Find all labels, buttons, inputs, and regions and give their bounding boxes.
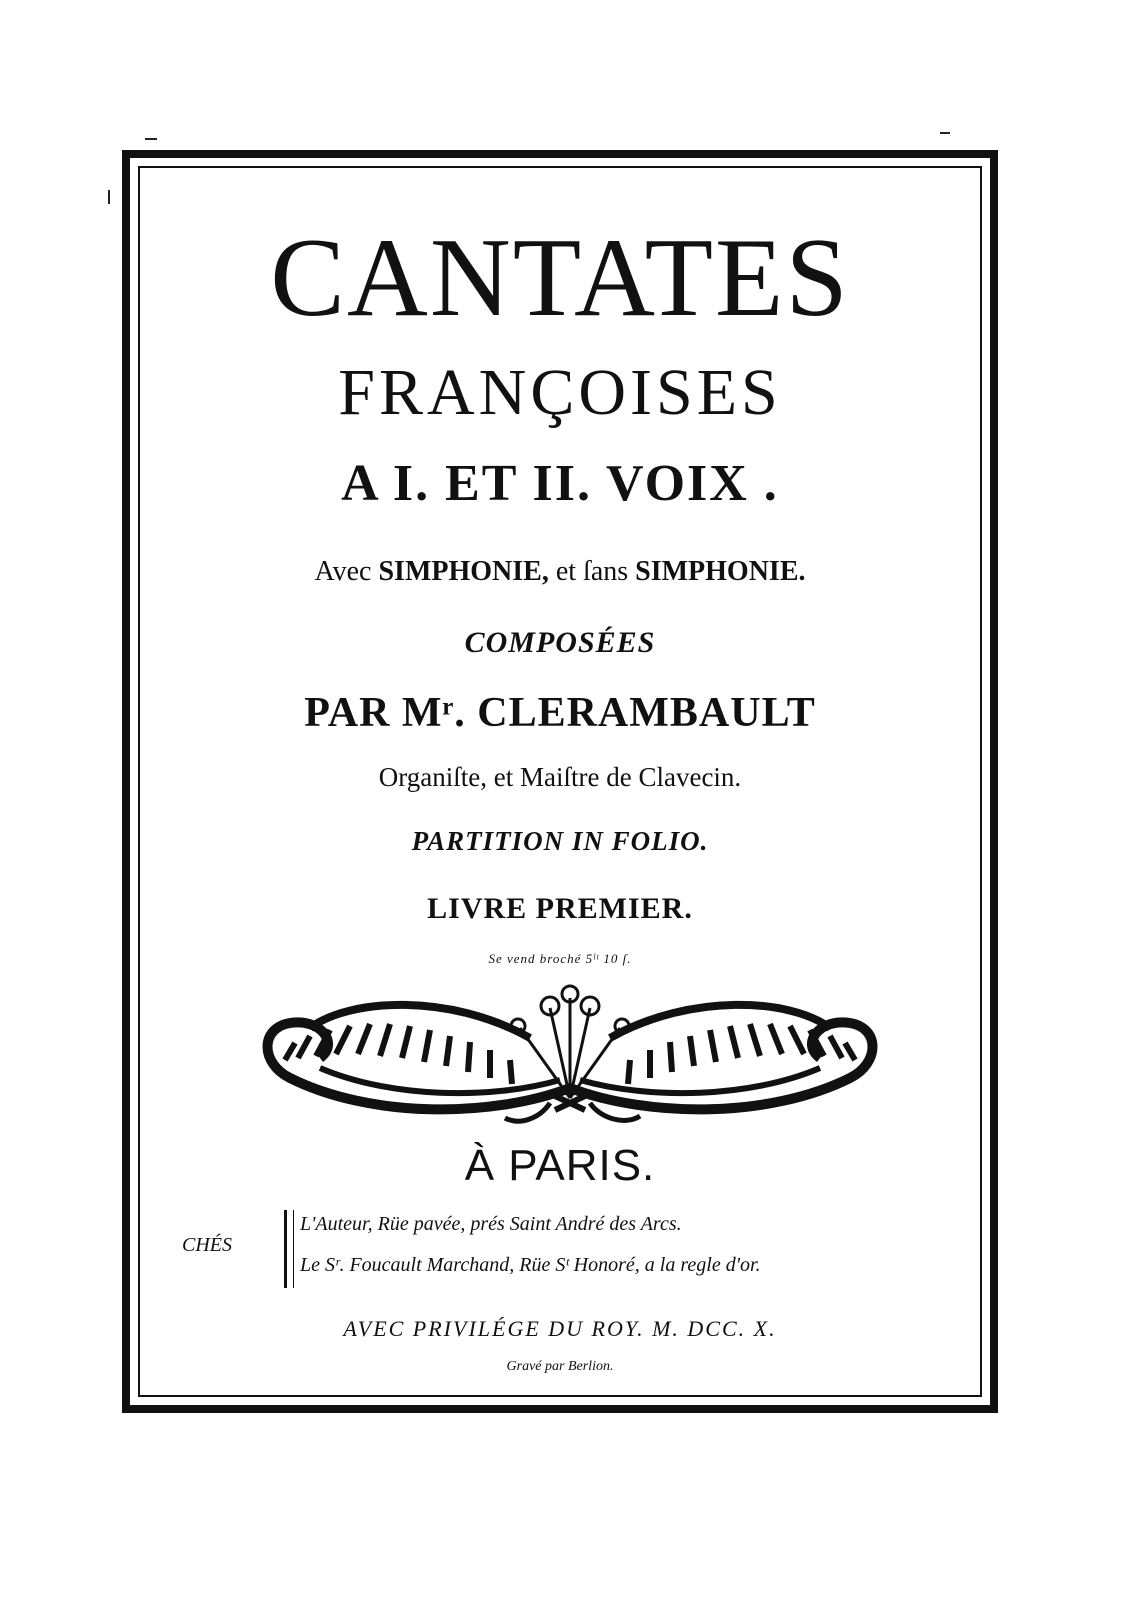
subtitle bbox=[140, 558, 980, 586]
title-line-2: FRANÇOISES bbox=[338, 356, 782, 429]
scan-speck bbox=[940, 132, 950, 134]
royal-privilege: AVEC PRIVILÉGE DU ROY. M. DCC. X. bbox=[343, 1316, 777, 1341]
author: PAR Mʳ. CLERAMBAULT bbox=[304, 690, 816, 736]
scan-speck bbox=[145, 138, 157, 140]
subtitle-avec: Avec bbox=[314, 556, 372, 587]
subtitle-simphonie-1: SIMPHONIE, bbox=[378, 556, 549, 587]
address-merchant: Le Sʳ. Foucault Marchand, Rüe Sᵗ Honoré, a la regle d'or. bbox=[300, 1254, 761, 1276]
title-line-3: A I. ET II. VOIX . bbox=[341, 455, 779, 512]
edition-format: PARTITION IN FOLIO. bbox=[411, 826, 709, 856]
address-bracket bbox=[284, 1210, 294, 1288]
decorative-ornament-icon bbox=[250, 968, 890, 1133]
book-number: LIVRE PREMIER. bbox=[427, 892, 693, 925]
sold-at-label: CHÉS bbox=[182, 1234, 232, 1256]
city: À PARIS. bbox=[464, 1141, 656, 1190]
title-page-border bbox=[122, 150, 998, 1413]
engraver-credit: Gravé par Berlion. bbox=[506, 1359, 614, 1374]
title-page-inner-border bbox=[138, 166, 982, 1397]
main-title: CANTATES bbox=[270, 216, 850, 340]
subtitle-simphonie-2: SIMPHONIE. bbox=[635, 556, 806, 587]
scan-speck bbox=[108, 190, 110, 204]
subtitle-et-sans: et ſans bbox=[555, 556, 629, 587]
composees: COMPOSÉES bbox=[464, 626, 656, 659]
author-role: Organiſte, et Maiſtre de Clavecin. bbox=[378, 762, 742, 792]
price-note: Se vend broché 5ˡᵗ 10 ſ. bbox=[488, 951, 632, 966]
address-author: L'Auteur, Rüe pavée, prés Saint André des Arcs. bbox=[300, 1213, 682, 1235]
